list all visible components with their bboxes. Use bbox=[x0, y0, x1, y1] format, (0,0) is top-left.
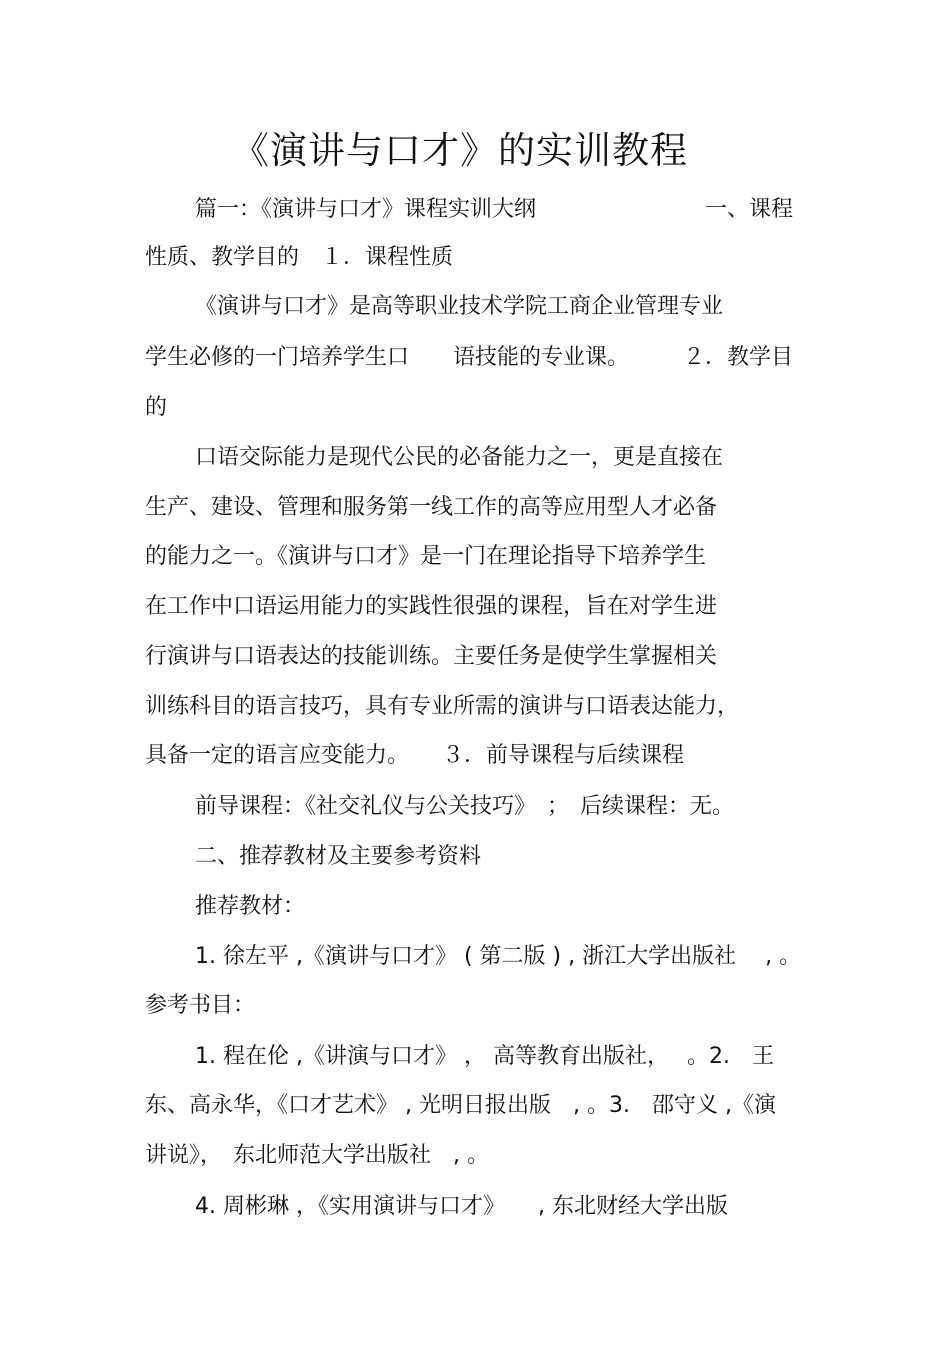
text-line: 性质、教学目的 １．课程性质 bbox=[145, 245, 454, 270]
text-line: 口语交际能力是现代公民的必备能力之一，更是直接在 bbox=[195, 445, 724, 470]
text-line: 东、高永华，《口才艺术》 , 光明日报出版 , 。3. 邵守义 ,《演 bbox=[145, 1093, 776, 1118]
text-line: 1. 程在伦 ,《讲演与口才》 ， 高等教育出版社， 。2. 王 bbox=[195, 1044, 774, 1069]
text-line: 的能力之一。《演讲与口才》是一门在理论指导下培养学生 bbox=[145, 544, 707, 569]
text-line: 二、推荐教材及主要参考资料 bbox=[195, 844, 482, 869]
text-line: 生产、建设、管理和服务第一线工作的高等应用型人才必备 bbox=[145, 495, 718, 520]
text-line: 篇一：《演讲与口才》课程实训大纲 bbox=[195, 197, 537, 222]
text-line: 具备一定的语言应变能力。 ３．前导课程与后续课程 bbox=[145, 743, 685, 768]
text-line: 讲说》， 东北师范大学出版社 , 。 bbox=[145, 1143, 489, 1168]
text-line: 的 bbox=[145, 395, 168, 420]
text-line: 1. 徐左平 ,《演讲与口才》 ( 第二版 ) , 浙江大学出版社 , 。 bbox=[195, 944, 802, 969]
text-line: 《演讲与口才》是高等职业技术学院工商企业管理专业 bbox=[195, 294, 724, 319]
text-line: 在工作中口语运用能力的实践性很强的课程，旨在对学生进 bbox=[145, 594, 718, 619]
document-title: 《演讲与口才》的实训教程 bbox=[232, 129, 688, 172]
text-line: 参考书目： bbox=[145, 993, 256, 1018]
text-line: 前导课程：《社交礼仪与公关技巧》 ； 后续课程：无。 bbox=[195, 794, 735, 819]
text-line: 4. 周彬琳 ，《实用演讲与口才》 , 东北财经大学出版 bbox=[195, 1194, 728, 1219]
text-line: 训练科目的语言技巧，具有专业所需的演讲与口语表达能力， bbox=[145, 694, 740, 719]
text-line: 一、课程 bbox=[705, 197, 794, 222]
text-line: 推荐教材： bbox=[195, 894, 306, 919]
text-line: 行演讲与口语表达的技能训练。主要任务是使学生掌握相关 bbox=[145, 644, 718, 669]
text-line: 学生必修的一门培养学生口 语技能的专业课。 bbox=[145, 345, 630, 370]
text-line: ２．教学目 bbox=[683, 345, 794, 370]
